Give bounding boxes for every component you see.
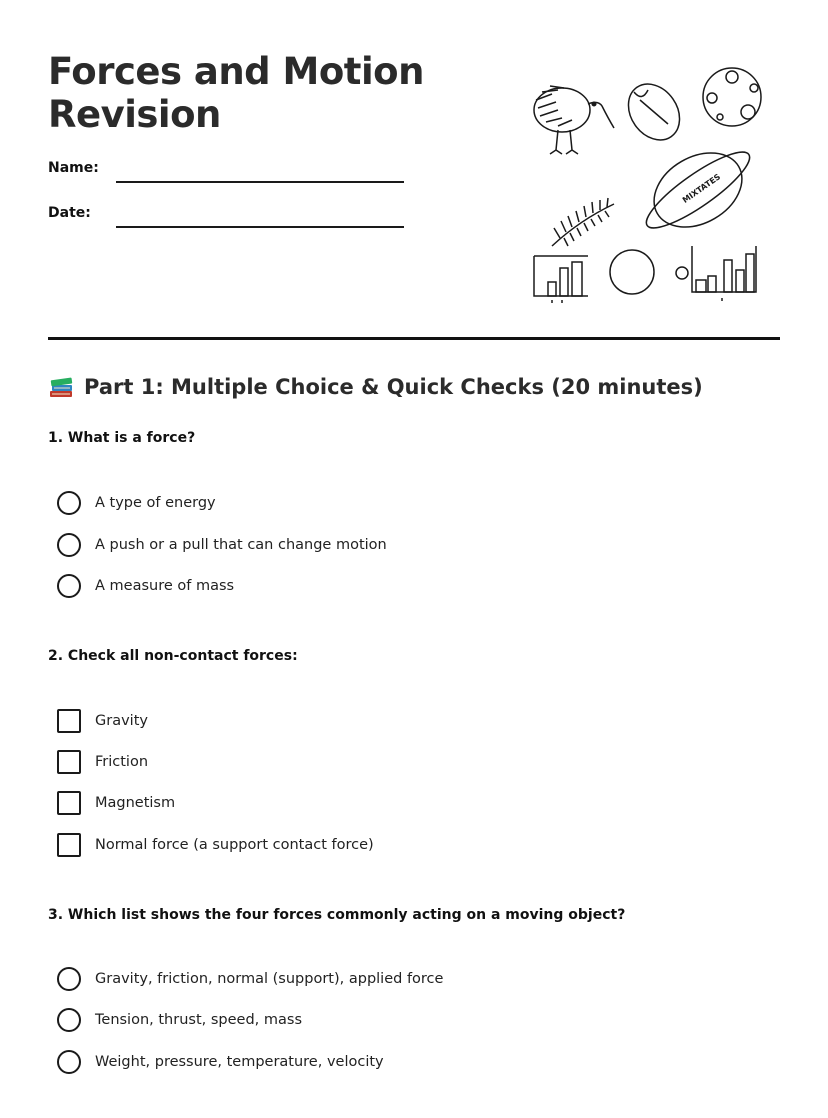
checkbox[interactable] — [57, 833, 81, 857]
q3-option-1[interactable] — [57, 966, 443, 992]
q1-option-2[interactable] — [57, 532, 387, 558]
section-divider — [48, 337, 780, 340]
radio-button[interactable] — [57, 491, 81, 515]
circle-icon — [610, 250, 654, 294]
planet-ball-icon — [638, 138, 758, 242]
option-label: Friction — [95, 754, 149, 770]
checkbox[interactable] — [57, 750, 81, 774]
rugby-ball-icon — [618, 74, 690, 150]
kiwi-bird-icon — [534, 86, 614, 154]
fern-icon — [552, 198, 614, 246]
forces-clipart — [522, 60, 772, 310]
question-2: 2. Check all non-contact forces: — [48, 648, 298, 664]
q2-option-3[interactable] — [57, 790, 175, 816]
q3-option-2[interactable] — [57, 1007, 302, 1033]
option-label: Gravity — [95, 713, 148, 729]
title-line-2: Revision — [48, 93, 221, 136]
checkbox[interactable] — [57, 709, 81, 733]
q1-option-1[interactable] — [57, 490, 216, 516]
name-field[interactable] — [116, 181, 404, 183]
q2-option-2[interactable] — [57, 749, 148, 775]
option-label: A push or a pull that can change motion — [95, 537, 387, 553]
option-label: Magnetism — [95, 795, 176, 811]
radio-button[interactable] — [57, 533, 81, 557]
bar-chart-icon — [534, 256, 588, 303]
section-title-text: Part 1: Multiple Choice & Quick Checks (20 minutes) — [84, 375, 703, 399]
option-label: Normal force (a support contact force) — [95, 837, 374, 853]
checkbox[interactable] — [57, 791, 81, 815]
option-label: Gravity, friction, normal (support), applied force — [95, 971, 444, 987]
date-label: Date: — [48, 205, 91, 221]
date-field[interactable] — [116, 226, 404, 228]
q2-option-1[interactable] — [57, 708, 148, 734]
option-label: A measure of mass — [95, 578, 235, 594]
ball-text: MIXTATES — [680, 172, 723, 205]
question-1: 1. What is a force? — [48, 430, 196, 446]
radio-button[interactable] — [57, 1008, 81, 1032]
question-3: 3. Which list shows the four forces commonly acting on a moving object? — [48, 907, 626, 923]
option-label: Weight, pressure, temperature, velocity — [95, 1054, 384, 1070]
name-label: Name: — [48, 160, 99, 176]
title-line-1: Forces and Motion — [48, 50, 424, 93]
books-icon — [48, 374, 76, 400]
q1-option-3[interactable] — [57, 573, 234, 599]
q3-option-3[interactable] — [57, 1049, 384, 1075]
radio-button[interactable] — [57, 574, 81, 598]
radio-button[interactable] — [57, 967, 81, 991]
option-label: A type of energy — [95, 495, 216, 511]
radio-button[interactable] — [57, 1050, 81, 1074]
bar-chart-2-icon — [676, 246, 756, 301]
section-heading — [48, 374, 703, 400]
option-label: Tension, thrust, speed, mass — [95, 1012, 302, 1028]
moon-icon — [703, 68, 761, 126]
page-title — [48, 50, 424, 136]
q2-option-4[interactable] — [57, 832, 374, 858]
